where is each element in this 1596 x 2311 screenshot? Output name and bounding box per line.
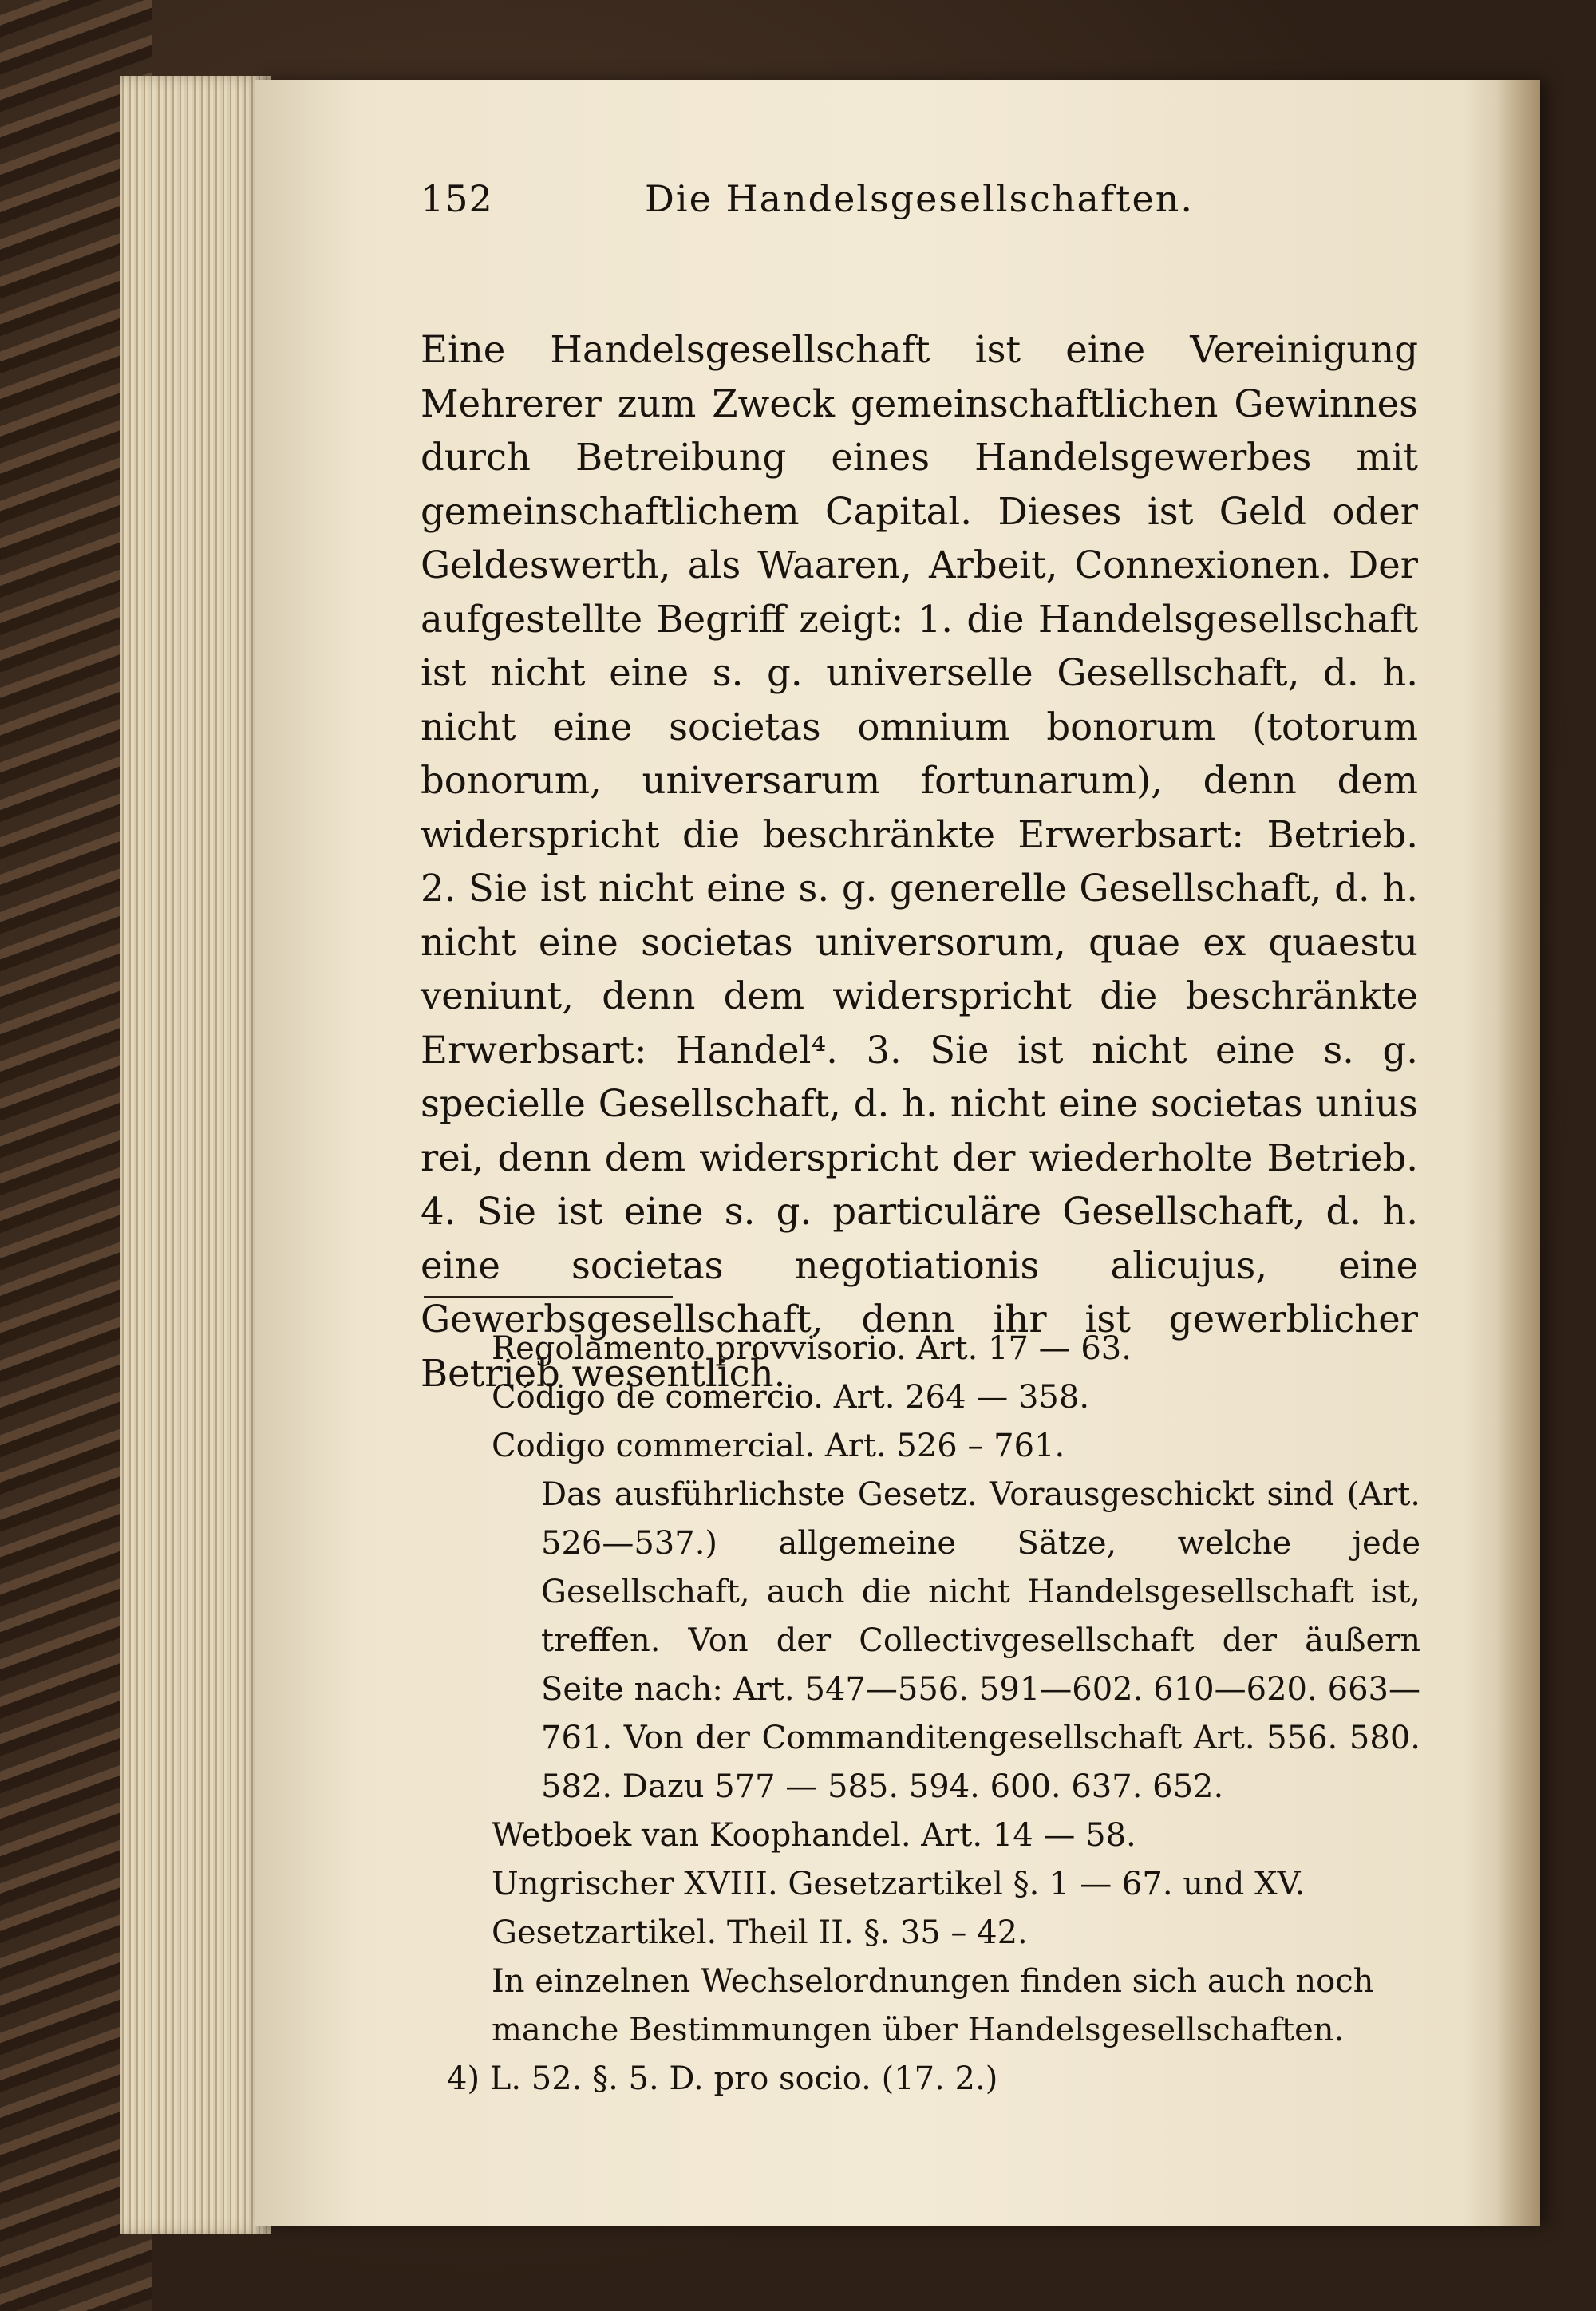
footnote-line: In einzelnen Wechselordnungen finden sich auch noch manche Bestimmungen über Handelsgesellschaften. bbox=[492, 1963, 1374, 2048]
page-stack-edge bbox=[120, 76, 271, 2234]
footnote-line: Wetboek van Koophandel. Art. 14 — 58. bbox=[492, 1817, 1136, 1854]
running-head: Die Handelsgesellschaften. bbox=[645, 177, 1194, 220]
footnote-line: Das ausführlichste Gesetz. Vorausgeschickt sind (Art. 526—537.) allgemeine Sätze, welche jede Gesellschaft, auch die nicht Handelsgesellschaft ist, treffen. Von der Collectivgesellschaft der äußern Seite nach: Art. 547—556. 591—602. 610—620. 663—761. Von der Commanditengesellschaft Art. 556. 580. 582. Dazu 577 — 585. 594. 600. 637. 652. bbox=[541, 1476, 1420, 1805]
footnote-line: Regolamento provvisorio. Art. 17 — 63. bbox=[492, 1330, 1132, 1367]
footnote-line: Ungrischer XVIII. Gesetzartikel §. 1 — 67. und XV. Gesetzartikel. Theil II. §. 35 – 42. bbox=[492, 1866, 1306, 1951]
page-number: 152 bbox=[421, 177, 493, 220]
footnote-line: Código de comercio. Art. 264 — 358. bbox=[492, 1379, 1090, 1416]
main-paragraph: Eine Handelsgesellschaft ist eine Vereinigung Mehrerer zum Zweck gemeinschaftlichen Gewinnes durch Betreibung eines Handelsgewerbes mit gemeinschaftlichem Capital. Dieses ist Geld oder Geldeswerth, als Waaren, Arbeit, Connexionen. Der aufgestellte Begriff zeigt: 1. die Handelsgesellschaft ist nicht eine s. g. universelle Gesellschaft, d. h. nicht eine societas omnium bonorum (totorum bonorum, universarum fortunarum), denn dem widerspricht die beschränkte Erwerbsart: Betrieb. 2. Sie ist nicht eine s. g. generelle Gesellschaft, d. h. nicht eine societas universorum, quae ex quaestu veniunt, denn dem widerspricht die beschränkte Erwerbsart: Handel⁴. 3. Sie ist nicht eine s. g. specielle Gesellschaft, d. h. nicht eine societas unius rei, denn dem widerspricht der wiederholte Betrieb. 4. Sie ist eine s. g. particuläre Gesellschaft, d. h. eine societas negotiationis alicujus, eine Gewerbsgesellschaft, denn ihr ist gewerblicher Betrieb wesentlich. bbox=[421, 328, 1418, 1395]
page-gutter-shadow bbox=[1496, 80, 1540, 2226]
book-page bbox=[255, 80, 1540, 2226]
footnote-line: Codigo commercial. Art. 526 – 761. bbox=[492, 1428, 1065, 1464]
main-text bbox=[421, 323, 1418, 1400]
footnotes bbox=[447, 1325, 1420, 2104]
footnote-rule bbox=[424, 1296, 673, 1298]
footnote-line: 4) L. 52. §. 5. D. pro socio. (17. 2.) bbox=[447, 2060, 998, 2097]
page-header bbox=[421, 177, 1418, 249]
